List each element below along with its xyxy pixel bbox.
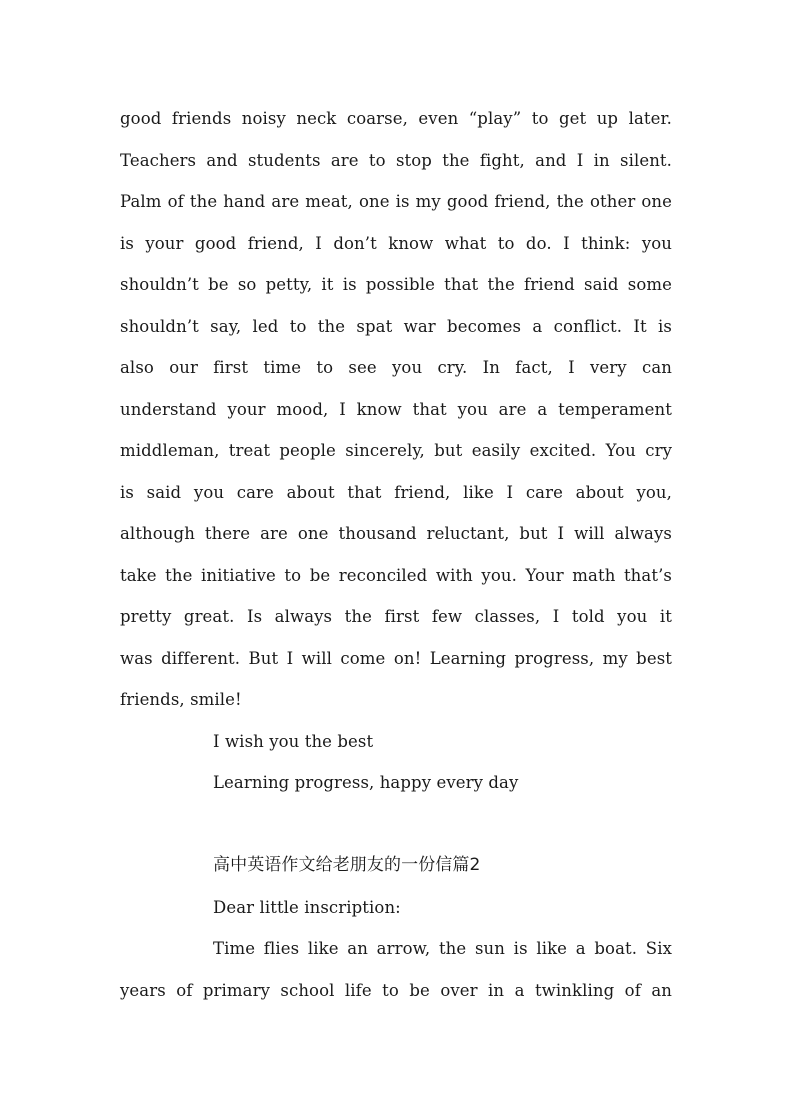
section-heading: 高中英语作文给老朋友的一份信篇2 (213, 855, 481, 875)
paragraph-gap (120, 804, 672, 846)
body-line: Palm of the hand are meat, one is my good friend, the other one (120, 192, 672, 211)
body-line: years of primary school life to be over in a twinkling of an (120, 980, 672, 1000)
body-line: was different. But I will come on! Learning progress, my best (120, 648, 672, 668)
body-line: is said you care about that friend, like I care about you, (120, 482, 672, 502)
body-line: good friends noisy neck coarse, even “play” to get up later. (120, 109, 672, 128)
body-line: friends, smile! (120, 690, 242, 709)
letter-greeting: Dear little inscription: (213, 897, 401, 917)
closing-wish: I wish you the best (213, 731, 374, 751)
body-line: although there are one thousand reluctant, but I will always (120, 524, 672, 543)
body-line: pretty great. Is always the first few classes, I told you it (120, 607, 672, 626)
body-line: middleman, treat people sincerely, but easily excited. You cry (120, 441, 672, 460)
closing-progress: Learning progress, happy every day (213, 773, 519, 792)
letter-text (120, 98, 672, 1011)
body-line: Time flies like an arrow, the sun is like a boat. Six (213, 939, 672, 958)
body-line: is your good friend, I don’t know what to do. I think: you (120, 233, 672, 253)
body-line: Teachers and students are to stop the fight, and I in silent. (120, 150, 672, 170)
body-line: shouldn’t be so petty, it is possible that the friend said some (120, 275, 672, 294)
body-line: take the initiative to be reconciled with you. Your math that’s (120, 565, 672, 585)
body-line: also our first time to see you cry. In fact, I very can (120, 358, 672, 377)
body-line: understand your mood, I know that you are a temperament (120, 399, 672, 419)
body-line: shouldn’t say, led to the spat war becomes a conflict. It is (120, 316, 672, 336)
